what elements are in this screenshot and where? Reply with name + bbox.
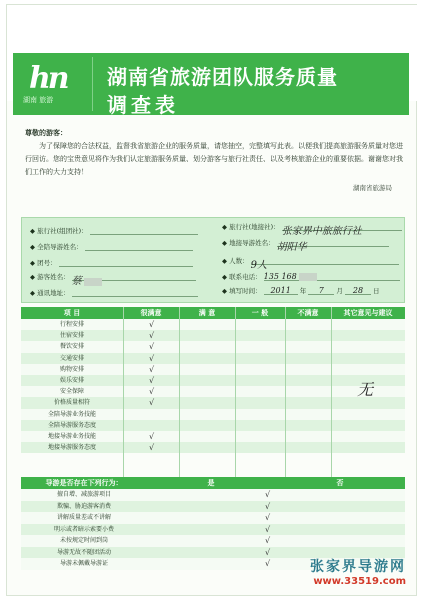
no-check[interactable]: √ xyxy=(265,513,271,522)
rating-item-label: 全陪导游服务态度 xyxy=(47,421,96,429)
group-no-field[interactable] xyxy=(59,258,193,267)
rating-item-label: 地接导游业务技能 xyxy=(47,432,96,440)
redacted-mark xyxy=(299,273,317,281)
behavior-item-label: 未按规定时间到岗 xyxy=(59,537,108,544)
very-satisfied-check[interactable]: √ xyxy=(149,443,155,453)
table-row xyxy=(21,431,405,442)
col-satisfied: 满 意 xyxy=(198,309,216,317)
no-check[interactable]: √ xyxy=(265,524,271,534)
watermark-url: www.33519.com xyxy=(313,576,406,587)
behavior-item-label: 欺骗、胁迫游客消费 xyxy=(56,502,111,510)
table-row xyxy=(21,501,405,513)
organizer-label: (组团社)： xyxy=(56,227,88,235)
people-row: ◆ 人数： 9人 xyxy=(222,256,399,265)
very-satisfied-check[interactable]: √ xyxy=(149,431,155,441)
people-label: 人数： xyxy=(229,257,249,265)
info-box xyxy=(21,217,405,303)
organizer-field[interactable] xyxy=(90,226,198,235)
table-row xyxy=(21,375,405,386)
logo xyxy=(15,57,93,111)
behavior-item-label: 明示或者暗示索要小费 xyxy=(53,525,114,533)
table-row xyxy=(21,353,405,364)
phone-field[interactable] xyxy=(264,272,400,281)
tourist-name-label: 游客姓名： xyxy=(37,273,70,281)
behavior-item-label: 导游未佩戴导游证 xyxy=(59,560,108,567)
intro-body: 为了保障您的合法权益，监督我省旅游企业的服务质量，请您抽空，完整填写此表。以便我们提高旅游服务质量对您进行回访。您的宝贵意见将作为我们认定旅游服务质量、划分游客与旅行社责任、以及考核旅游企业的重要依据。谢谢您对我们工作的大力支持！ xyxy=(25,142,403,176)
tourist-name-row: ◆ 游客姓名： 蔡 xyxy=(30,272,196,281)
column-divider xyxy=(331,307,332,485)
tour-guide-row: ◆ 全陪导游姓名： xyxy=(30,242,193,251)
watermark xyxy=(310,556,406,587)
table-row xyxy=(21,341,405,352)
no-check[interactable]: √ xyxy=(265,559,271,568)
opinion-value[interactable]: 无 xyxy=(357,380,374,399)
table-row xyxy=(21,535,405,547)
behavior-item-label: 导游无故不随团活动 xyxy=(56,548,111,556)
redacted-mark xyxy=(84,278,102,286)
tourist-name-field[interactable] xyxy=(71,272,196,287)
column-divider xyxy=(179,307,180,485)
rating-item-label: 价格质量相符 xyxy=(53,399,90,407)
table-row xyxy=(21,420,405,431)
date-year[interactable]: 2011 xyxy=(264,286,298,295)
rating-item-label: 全陪导游业务技能 xyxy=(47,410,96,418)
survey-form xyxy=(6,4,417,596)
phone-value: 135 168 xyxy=(263,272,297,281)
col-no: 否 xyxy=(336,479,344,487)
behavior-header xyxy=(21,477,405,489)
very-satisfied-check[interactable]: √ xyxy=(149,387,155,397)
ratings-table xyxy=(21,307,405,453)
local-agency-label: (地接社)： xyxy=(248,223,280,231)
date-month-unit: 月 xyxy=(336,287,343,295)
column-divider xyxy=(235,307,236,485)
local-agency-field[interactable]: 张家界中旅旅行社 xyxy=(282,222,402,231)
form-subtitle: 调查表 xyxy=(107,93,179,117)
tourist-name-value: 蔡 xyxy=(71,276,82,287)
very-satisfied-check[interactable]: √ xyxy=(149,342,155,352)
table-row xyxy=(21,489,405,501)
behavior-item-label: 讲解质量差或不讲解 xyxy=(56,514,111,521)
no-check[interactable]: √ xyxy=(265,536,271,545)
date-day[interactable]: 28 xyxy=(345,286,371,295)
very-satisfied-check[interactable]: √ xyxy=(149,398,155,408)
col-behavior: 导游是否存在下列行为： xyxy=(45,479,123,487)
rating-item-label: 餐饮安排 xyxy=(59,343,84,351)
table-row xyxy=(21,442,405,453)
very-satisfied-check[interactable]: √ xyxy=(149,364,155,374)
column-divider xyxy=(285,307,286,485)
table-row xyxy=(21,330,405,341)
tour-guide-label: 全陪导游姓名： xyxy=(37,243,83,251)
rating-item-label: 地接导游服务态度 xyxy=(47,444,96,452)
table-row xyxy=(21,397,405,408)
local-guide-row: ◆ 地接导游姓名： 胡阳华 xyxy=(222,238,389,247)
col-item: 项 目 xyxy=(63,309,81,317)
behavior-item-label: 擅自增、减旅游项目 xyxy=(56,491,111,498)
address-field[interactable] xyxy=(72,288,198,297)
intro-text xyxy=(25,127,405,179)
rating-item-label: 行程安排 xyxy=(59,321,84,328)
local-guide-field[interactable]: 胡阳华 xyxy=(277,238,389,247)
ratings-body xyxy=(21,319,405,453)
column-divider xyxy=(123,307,124,485)
date-row: ◆ 填写时间： 2011 年 7 月 28 日 xyxy=(222,286,380,295)
phone-row: ◆ 联系电话： 135 168 xyxy=(222,272,400,281)
group-no-row: ◆ 团号： xyxy=(30,258,193,267)
issuer: 湖南省旅游局 xyxy=(353,184,392,192)
people-field[interactable]: 9人 xyxy=(251,256,399,265)
no-check[interactable]: √ xyxy=(265,501,271,511)
phone-label: 联系电话： xyxy=(229,273,262,281)
logo-subtitle: 湖南 旅游 xyxy=(23,96,54,104)
group-no-label: 团号： xyxy=(37,259,57,267)
table-row xyxy=(21,386,405,397)
date-day-unit: 日 xyxy=(373,287,380,295)
date-month[interactable]: 7 xyxy=(308,286,334,295)
table-row xyxy=(21,409,405,420)
very-satisfied-check[interactable]: √ xyxy=(149,320,155,329)
address-label: 通讯地址： xyxy=(37,289,70,297)
rating-item-label: 购物安排 xyxy=(59,365,84,373)
local-guide-label: 地接导游姓名： xyxy=(229,239,275,247)
table-row xyxy=(21,319,405,330)
no-check[interactable]: √ xyxy=(265,547,271,557)
col-yes: 是 xyxy=(207,479,215,487)
very-satisfied-check[interactable]: √ xyxy=(149,331,155,341)
salutation: 尊敬的游客： xyxy=(25,129,67,137)
rating-item-label: 娱乐安排 xyxy=(59,376,84,384)
table-row xyxy=(21,512,405,524)
organizer-row: ◆ 旅行社(组团社)： xyxy=(30,226,198,235)
col-unsatisfied: 不满意 xyxy=(297,309,319,317)
date-year-unit: 年 xyxy=(299,287,307,295)
watermark-title: 张家界导游网 xyxy=(310,559,406,575)
rating-item-label: 交通安排 xyxy=(59,354,84,362)
col-opinion: 其它意见与建议 xyxy=(343,309,393,317)
no-check[interactable]: √ xyxy=(265,490,271,499)
date-label: 填写时间： xyxy=(229,287,262,295)
very-satisfied-check[interactable]: √ xyxy=(149,353,155,363)
address-row: ◆ 通讯地址： xyxy=(30,288,198,297)
local-agency-row: ◆ 旅行社(地接社)： 张家界中旅旅行社 xyxy=(222,222,402,231)
rating-item-label: 住宿安排 xyxy=(59,332,84,340)
form-title: 湖南省旅游团队服务质量 xyxy=(107,65,338,89)
very-satisfied-check[interactable]: √ xyxy=(149,375,155,385)
logo-mark: hn xyxy=(29,61,67,96)
tour-guide-field[interactable] xyxy=(85,242,193,251)
table-row xyxy=(21,524,405,536)
col-very-satisfied: 很满意 xyxy=(140,309,162,317)
table-row xyxy=(21,364,405,375)
rating-item-label: 安全保障 xyxy=(59,388,84,396)
col-average: 一 般 xyxy=(251,309,269,317)
ratings-header xyxy=(21,307,405,319)
